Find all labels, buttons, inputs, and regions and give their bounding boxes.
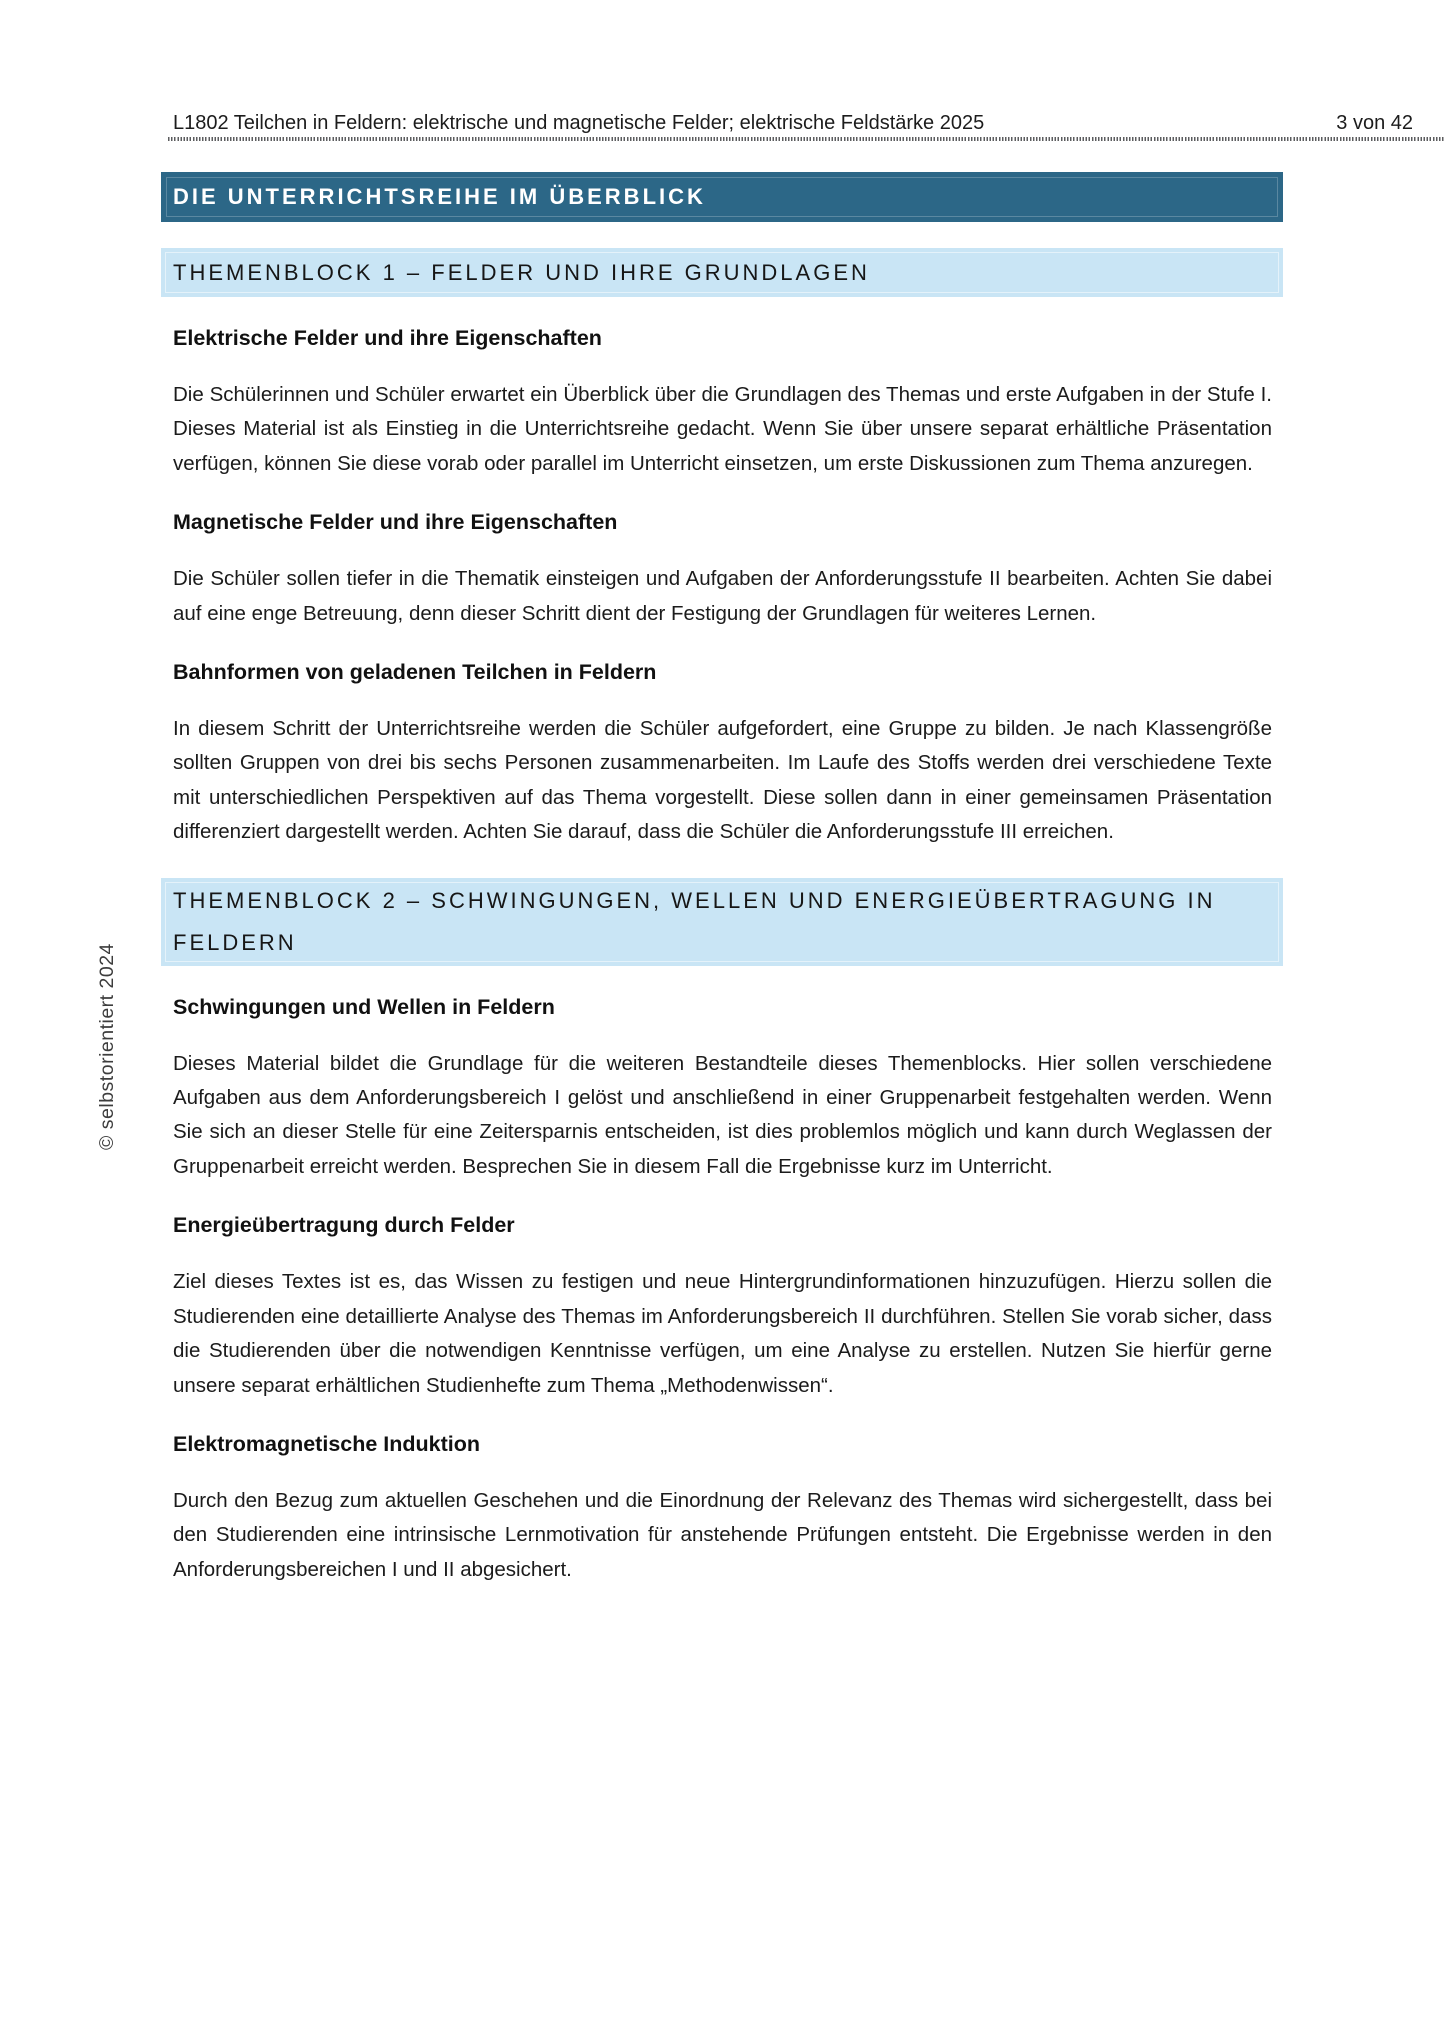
section-heading: Schwingungen und Wellen in Feldern bbox=[173, 994, 555, 1019]
page-number: 3 von 42 bbox=[1336, 112, 1413, 134]
section-paragraph: In diesem Schritt der Unterrichtsreihe werden die Schüler aufgefordert, eine Gruppe zu bilden. Je nach Klassengröße sollten Gruppen von drei bis sechs Personen zusammenarbeiten. Im Laufe des Stoffs werden drei verschiedene Texte mit unterschiedlichen Perspektiven auf das Thema vorgestellt. Diese sollen dann in einer gemeinsamen Präsentation differenziert dargestellt werden. Achten Sie darauf, dass die Schüler die Anforderungsstufe III erreichen. bbox=[173, 717, 1272, 844]
section-heading: Elektromagnetische Induktion bbox=[173, 1431, 481, 1456]
section-paragraph: Ziel dieses Textes ist es, das Wissen zu festigen und neue Hintergrundinformationen hinzuzufügen. Hierzu sollen die Studierenden eine detaillierte Analyse des Themas im Anforderungsbereich II durchführen. Stellen Sie vorab sicher, dass die Studierenden über die notwendigen Kenntnisse verfügen, um eine Analyse zu erstellen. Nutzen Sie hierfür gerne unsere separat erhältlichen Studienhefte zum Thema „Methodenwissen“. bbox=[173, 1270, 1272, 1397]
section-paragraph: Die Schüler sollen tiefer in die Thematik einsteigen und Aufgaben der Anforderungsstufe II bearbeiten. Achten Sie dabei auf eine enge Betreuung, denn dieser Schritt dient der Festigung der Grundlagen für weiteres Lernen. bbox=[173, 567, 1272, 625]
themenblock-2-banner: THEMENBLOCK 2 – SCHWINGUNGEN, WELLEN UND ENERGIEÜBERTRAGUNG IN FELDERN bbox=[161, 878, 1283, 966]
section-paragraph: Durch den Bezug zum aktuellen Geschehen und die Einordnung der Relevanz des Themas wird sichergestellt, dass bei den Studierenden eine intrinsische Lernmotivation für anstehende Prüfungen entsteht. Die Ergebnisse werden in den Anforderungsbereichen I und II abgesichert. bbox=[173, 1488, 1272, 1581]
section-paragraph: Die Schülerinnen und Schüler erwartet ein Überblick über die Grundlagen des Themas und erste Aufgaben in der Stufe I. Dieses Material ist als Einstieg in die Unterrichtsreihe gedacht. Wenn Sie über unsere separat erhältliche Präsentation verfügen, können Sie diese vorab oder parallel im Unterricht einsetzen, um erste Diskussionen zum Thema anzuregen. bbox=[173, 383, 1272, 475]
doc-title: L1802 Teilchen in Feldern: elektrische und magnetische Felder; elektrische Feldstärke 2025 bbox=[173, 112, 985, 134]
section-heading: Elektrische Felder und ihre Eigenschaften bbox=[173, 326, 602, 350]
section-paragraph: Dieses Material bildet die Grundlage für die weiteren Bestandteile dieses Themenblocks. Hier sollen verschiedene Aufgaben aus dem Anforderungsbereich I gelöst und anschließend in einer Gruppenarbeit festgehalten werden. Wenn Sie sich an dieser Stelle für eine Zeitersparnis entscheiden, ist dies problemlos möglich und kann durch Weglassen der Gruppenarbeit erreicht werden. Besprechen Sie in diesem Fall die Ergebnisse kurz im Unterricht. bbox=[173, 1051, 1272, 1178]
section-heading: Bahnformen von geladenen Teilchen in Feldern bbox=[173, 660, 657, 685]
section-heading: Energieübertragung durch Felder bbox=[173, 1213, 515, 1238]
overview-banner: DIE UNTERRICHTSREIHE IM ÜBERBLICK bbox=[161, 172, 1283, 222]
section-heading: Magnetische Felder und ihre Eigenschaften bbox=[173, 510, 618, 535]
content-column bbox=[161, 0, 1283, 1587]
themenblock-1-banner: THEMENBLOCK 1 – FELDER UND IHRE GRUNDLAGEN bbox=[161, 248, 1283, 297]
copyright-note: © selbstorientiert 2024 bbox=[96, 943, 118, 1150]
